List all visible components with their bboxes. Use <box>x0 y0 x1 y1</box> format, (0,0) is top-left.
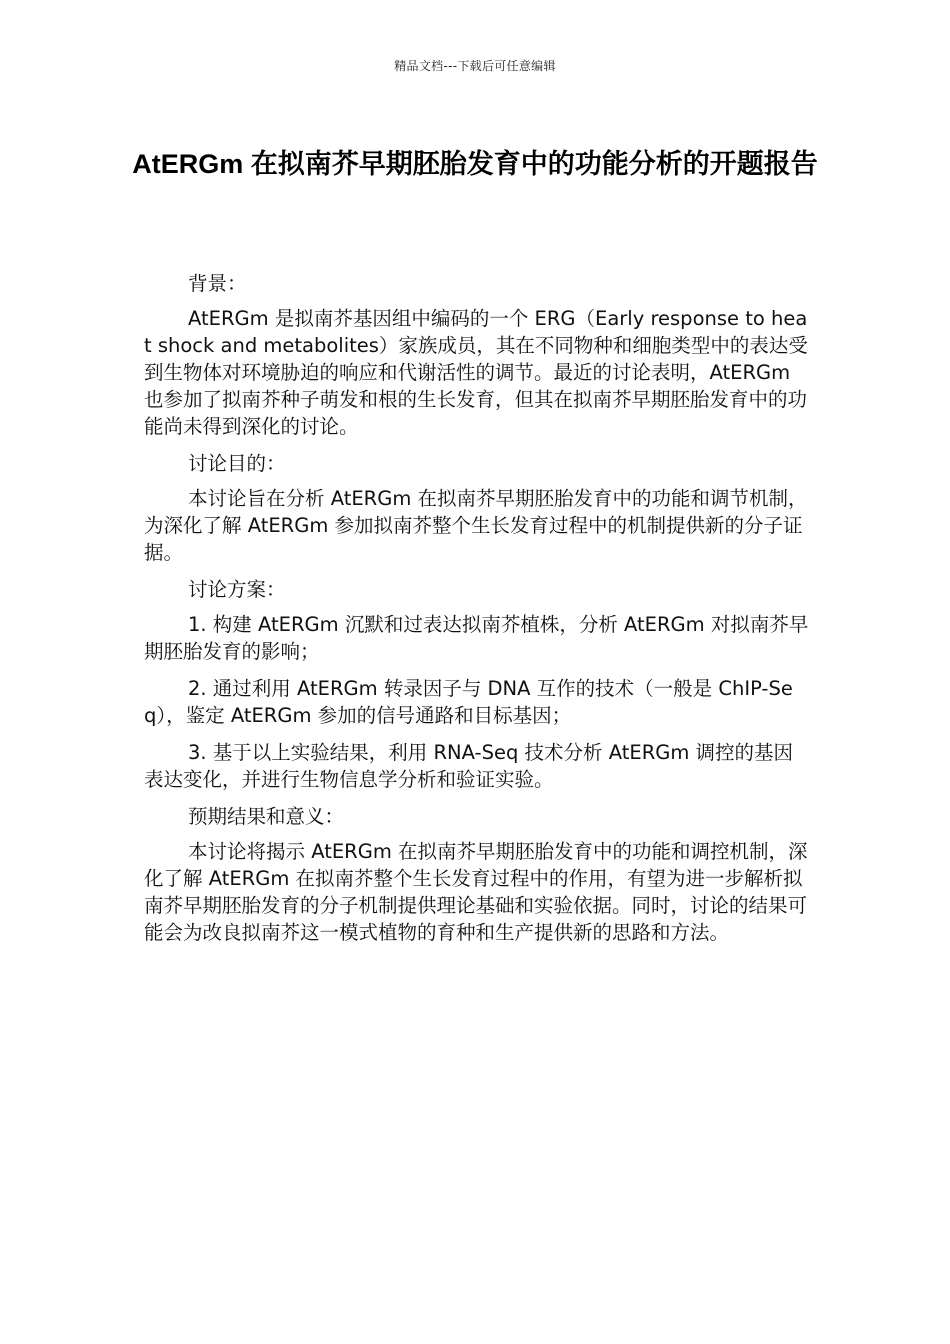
document-body <box>144 270 812 956</box>
expected-paragraph: 本讨论将揭示 AtERGm 在拟南芥早期胚胎发育中的功能和调控机制，深化了解 AtERGm 在拟南芥整个生长发育过程中的作用，有望为进一步解析拟南芥早期胚胎发育的分子机制提供理论基础和实验依据。同时，讨论的结果可能会为改良拟南芥这一模式植物的育种和生产提供新的思路和方法。 <box>144 840 808 944</box>
purpose-paragraph: 本讨论旨在分析 AtERGm 在拟南芥早期胚胎发育中的功能和调节机制，为深化了解 AtERGm 参加拟南芥整个生长发育过程中的机制提供新的分子证据。 <box>144 487 808 564</box>
page-title: AtERGm 在拟南芥早期胚胎发育中的功能分析的开题报告 <box>132 149 818 179</box>
header-note: 精品文档---下载后可任意编辑 <box>394 59 556 73</box>
expected-heading: 预期结果和意义： <box>188 805 345 828</box>
plan-item-3: 3. 基于以上实验结果，利用 RNA-Seq 技术分析 AtERGm 调控的基因表达变化，并进行生物信息学分析和验证实验。 <box>144 741 794 791</box>
background-heading: 背景： <box>188 272 247 295</box>
purpose-heading: 讨论目的： <box>188 452 286 475</box>
plan-heading: 讨论方案： <box>188 578 286 601</box>
plan-item-1: 1. 构建 AtERGm 沉默和过表达拟南芥植株，分析 AtERGm 对拟南芥早期胚胎发育的影响； <box>144 613 809 663</box>
plan-item-2: 2. 通过利用 AtERGm 转录因子与 DNA 互作的技术（一般是 ChIP-Seq），鉴定 AtERGm 参加的信号通路和目标基因； <box>144 677 793 727</box>
background-paragraph: AtERGm 是拟南芥基因组中编码的一个 ERG（Early response to heat shock and metabolites）家族成员，其在不同物种和细胞类型中的表达受到生物体对环境胁迫的响应和代谢活性的调节。最近的讨论表明，AtERGm 也参加了拟南芥种子萌发和根的生长发育，但其在拟南芥早期胚胎发育中的功能尚未得到深化的讨论。 <box>144 307 808 438</box>
